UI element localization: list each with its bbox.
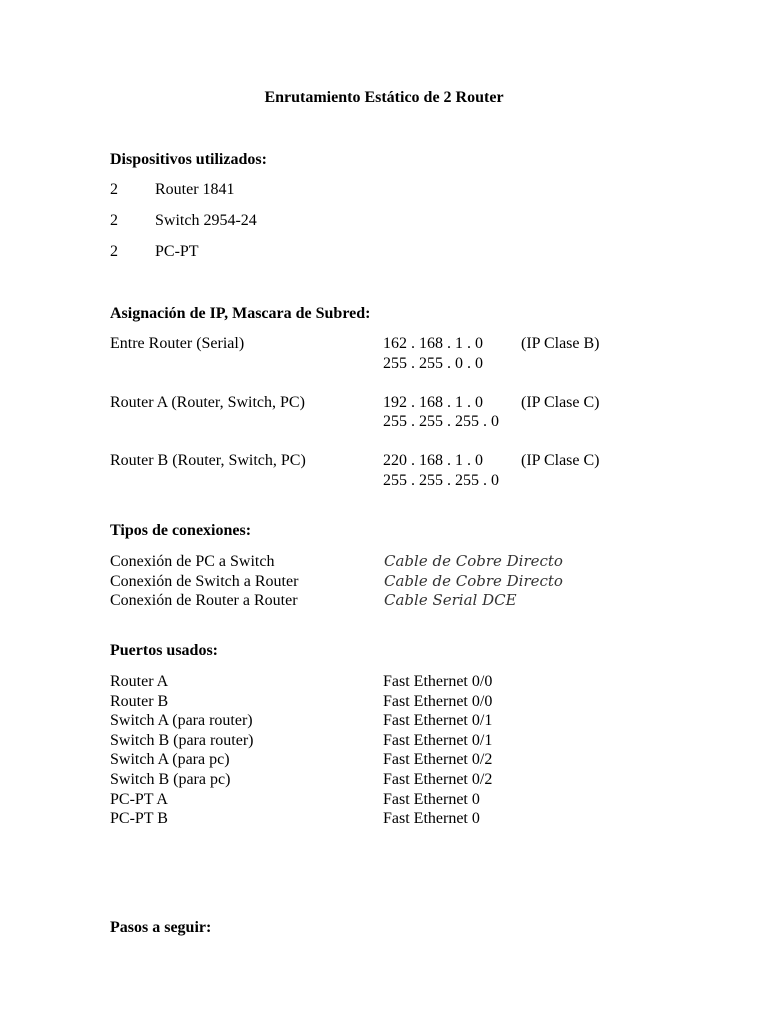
connection-cable: Cable de Cobre Directo bbox=[384, 572, 563, 590]
devices-heading: Dispositivos utilizados: bbox=[110, 151, 267, 168]
port-device: Switch A (para pc) bbox=[110, 751, 230, 768]
port-device: PC-PT B bbox=[110, 810, 168, 827]
ip-row-label: Router A (Router, Switch, PC) bbox=[110, 394, 305, 411]
port-name: Fast Ethernet 0/1 bbox=[383, 732, 493, 749]
steps-heading: Pasos a seguir: bbox=[110, 919, 212, 936]
port-name: Fast Ethernet 0/1 bbox=[383, 712, 493, 729]
ip-class: (IP Clase C) bbox=[521, 394, 600, 411]
port-device: PC-PT A bbox=[110, 791, 168, 808]
ports-heading: Puertos usados: bbox=[110, 642, 219, 659]
ip-address: 162 . 168 . 1 . 0 bbox=[383, 335, 483, 352]
ip-row-label: Entre Router (Serial) bbox=[110, 335, 245, 352]
device-name: Router 1841 bbox=[155, 181, 235, 198]
device-name: PC-PT bbox=[155, 243, 199, 260]
port-name: Fast Ethernet 0/2 bbox=[383, 771, 493, 788]
ip-class: (IP Clase B) bbox=[521, 335, 600, 352]
connections-heading: Tipos de conexiones: bbox=[110, 522, 252, 539]
page-title: Enrutamiento Estático de 2 Router bbox=[264, 89, 504, 106]
connection-cable: Cable Serial DCE bbox=[384, 591, 517, 609]
ip-class: (IP Clase C) bbox=[521, 452, 600, 469]
subnet-mask: 255 . 255 . 255 . 0 bbox=[383, 472, 499, 489]
ip-address: 192 . 168 . 1 . 0 bbox=[383, 394, 483, 411]
connection-cable: Cable de Cobre Directo bbox=[384, 552, 563, 570]
subnet-mask: 255 . 255 . 0 . 0 bbox=[383, 355, 483, 372]
ip-row-label: Router B (Router, Switch, PC) bbox=[110, 452, 306, 469]
port-device: Switch B (para pc) bbox=[110, 771, 231, 788]
port-device: Switch B (para router) bbox=[110, 732, 254, 749]
port-device: Router B bbox=[110, 693, 169, 710]
connection-label: Conexión de Switch a Router bbox=[110, 573, 299, 590]
device-qty: 2 bbox=[110, 181, 118, 198]
ip-address: 220 . 168 . 1 . 0 bbox=[383, 452, 483, 469]
port-device: Switch A (para router) bbox=[110, 712, 253, 729]
port-name: Fast Ethernet 0/0 bbox=[383, 673, 493, 690]
ip-heading: Asignación de IP, Mascara de Subred: bbox=[110, 305, 371, 322]
port-device: Router A bbox=[110, 673, 169, 690]
device-qty: 2 bbox=[110, 243, 118, 260]
port-name: Fast Ethernet 0 bbox=[383, 810, 480, 827]
device-name: Switch 2954-24 bbox=[155, 212, 257, 229]
subnet-mask: 255 . 255 . 255 . 0 bbox=[383, 413, 499, 430]
connection-label: Conexión de Router a Router bbox=[110, 592, 298, 609]
device-qty: 2 bbox=[110, 212, 118, 229]
port-name: Fast Ethernet 0/2 bbox=[383, 751, 493, 768]
connection-label: Conexión de PC a Switch bbox=[110, 553, 275, 570]
port-name: Fast Ethernet 0 bbox=[383, 791, 480, 808]
port-name: Fast Ethernet 0/0 bbox=[383, 693, 493, 710]
